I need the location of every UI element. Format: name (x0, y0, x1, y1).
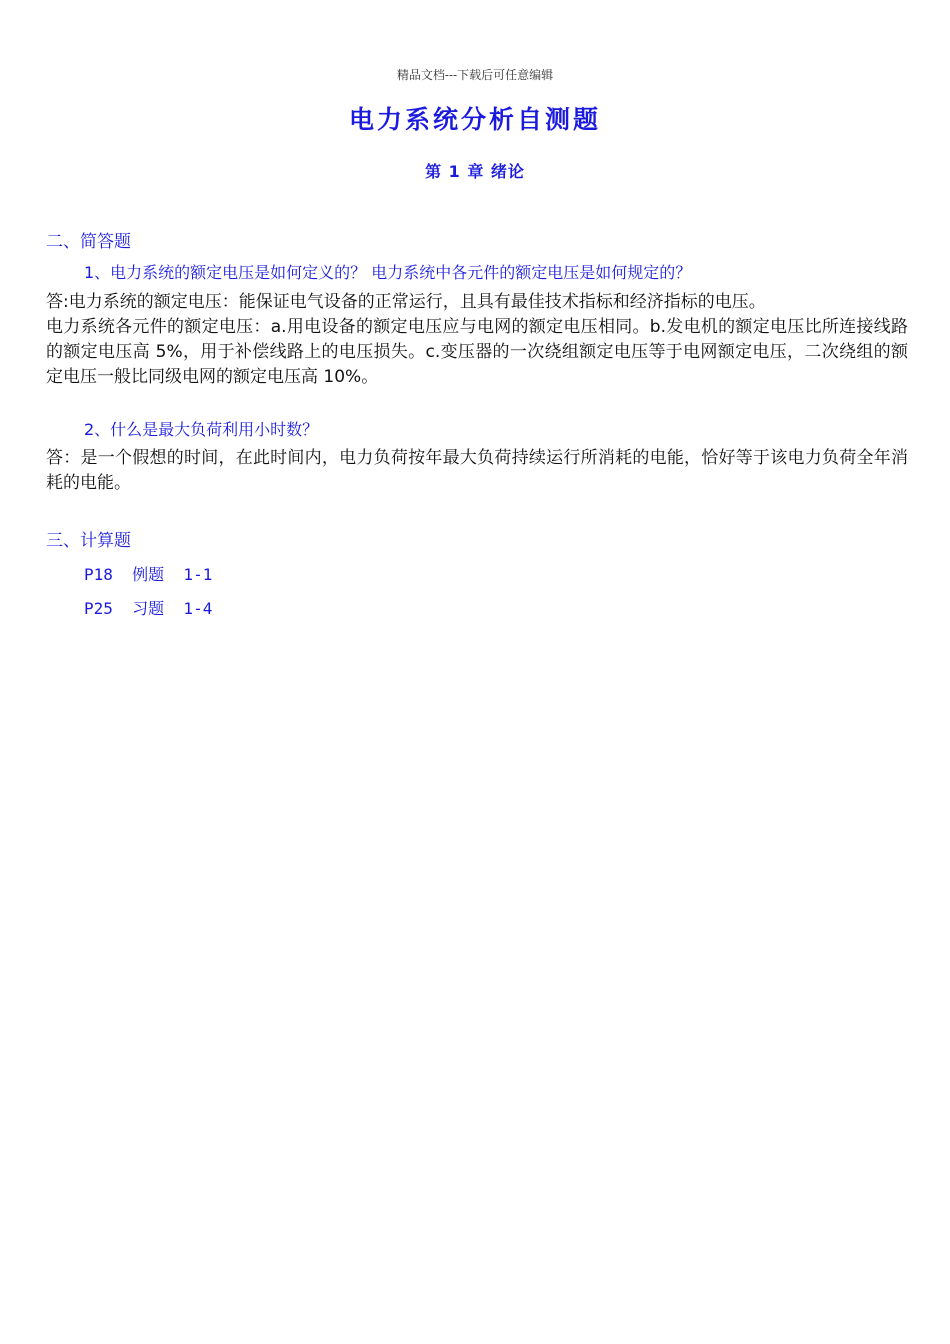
answer-1-line-2: 电力系统各元件的额定电压：a.用电设备的额定电压应与电网的额定电压相同。b.发电机的额定电压比所连接线路的额定电压高 5%，用于补偿线路上的电压损失。c.变压器的一次绕组额定电压等于电网额定电压，二次绕组的额定电压一般比同级电网的额定电压高 10%。 (46, 317, 908, 387)
chapter-heading: 第 1 章 绪论 (425, 162, 525, 181)
answer-2 (46, 446, 908, 496)
question-1: 1、电力系统的额定电压是如何定义的？ 电力系统中各元件的额定电压是如何规定的？ (84, 263, 692, 282)
question-2: 2、什么是最大负荷利用小时数？ (84, 420, 319, 439)
answer-1-line-1: 答:电力系统的额定电压：能保证电气设备的正常运行，且具有最佳技术指标和经济指标的电压。 (46, 292, 766, 312)
document-title: 电力系统分析自测题 (348, 105, 601, 134)
section-heading-calculation: 三、计算题 (46, 531, 131, 551)
calc-reference-1: P18 例题 1-1 (84, 565, 213, 584)
section-heading-short-answer: 二、简答题 (46, 232, 131, 252)
answer-1 (46, 290, 908, 390)
calc-reference-2: P25 习题 1-4 (84, 599, 213, 618)
answer-2-text: 答：是一个假想的时间，在此时间内，电力负荷按年最大负荷持续运行所消耗的电能，恰好等于该电力负荷全年消耗的电能。 (46, 448, 908, 493)
header-watermark: 精品文档---下载后可任意编辑 (396, 68, 554, 82)
